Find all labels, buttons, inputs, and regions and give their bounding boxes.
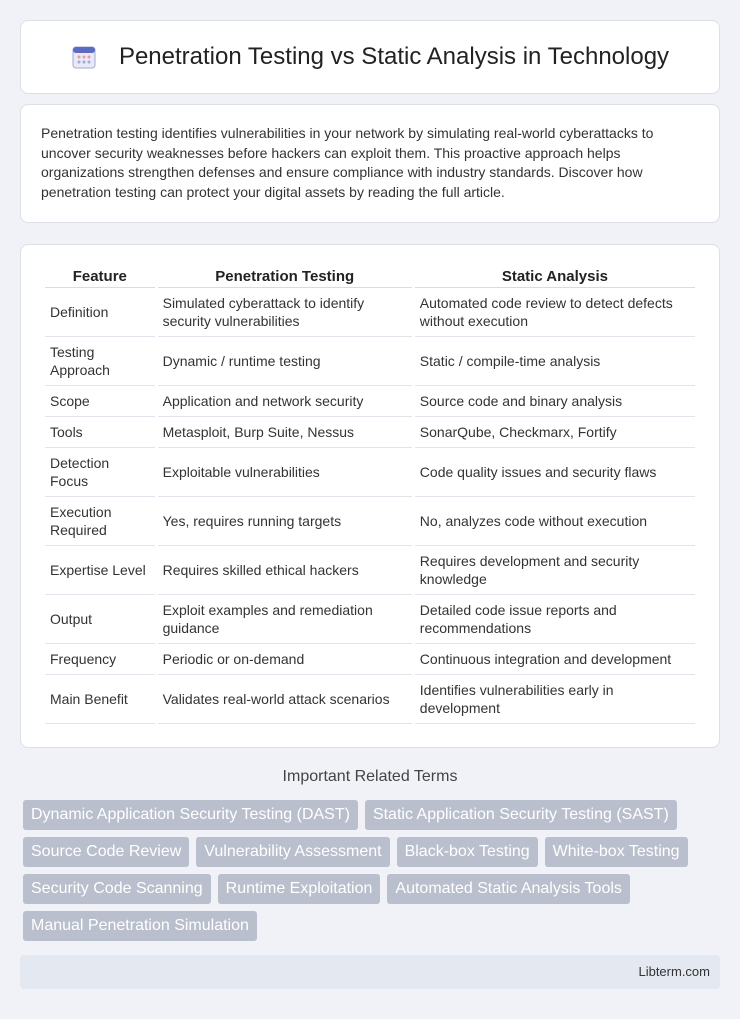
- intro-text: Penetration testing identifies vulnerabilities in your network by simulating real-world cyberattacks to uncover security weaknesses before hackers can exploit them. This proactive approach helps organizations strengthen defenses and ensure compliance with industry standards. Discover how penetration testing can protect your digital assets by reading the full article.: [41, 125, 654, 200]
- calendar-grid-icon: [71, 44, 97, 70]
- pentest-cell: Metasploit, Burp Suite, Nessus: [158, 417, 412, 448]
- static-cell: SonarQube, Checkmarx, Fortify: [415, 417, 695, 448]
- table-row: [45, 448, 695, 497]
- table-row: [45, 675, 695, 724]
- related-term-tag[interactable]: Manual Penetration Simulation: [23, 911, 257, 941]
- page-title: Penetration Testing vs Static Analysis in Technology: [118, 43, 670, 70]
- intro-card: [20, 104, 720, 223]
- static-cell: Continuous integration and development: [415, 644, 695, 675]
- static-cell: Static / compile-time analysis: [415, 337, 695, 386]
- feature-cell: Scope: [45, 386, 155, 417]
- related-term-tag[interactable]: Security Code Scanning: [23, 874, 211, 904]
- related-term-tag[interactable]: Automated Static Analysis Tools: [387, 874, 630, 904]
- table-row: [45, 546, 695, 595]
- table-row: [45, 417, 695, 448]
- pentest-cell: Application and network security: [158, 386, 412, 417]
- pentest-cell: Validates real-world attack scenarios: [158, 675, 412, 724]
- static-cell: Requires development and security knowledge: [415, 546, 695, 595]
- header-static-analysis: Static Analysis: [415, 265, 695, 288]
- header-penetration-testing: Penetration Testing: [158, 265, 412, 288]
- table-row: [45, 288, 695, 337]
- static-cell: Source code and binary analysis: [415, 386, 695, 417]
- related-term-tag[interactable]: Source Code Review: [23, 837, 189, 867]
- related-term-tag[interactable]: Dynamic Application Security Testing (DAST): [23, 800, 358, 830]
- pentest-cell: Exploit examples and remediation guidance: [158, 595, 412, 644]
- title-card: [20, 20, 720, 94]
- feature-cell: Detection Focus: [45, 448, 155, 497]
- pentest-cell: Exploitable vulnerabilities: [158, 448, 412, 497]
- feature-cell: Tools: [45, 417, 155, 448]
- table-row: [45, 386, 695, 417]
- table-row: [45, 595, 695, 644]
- related-term-tag[interactable]: Black-box Testing: [397, 837, 538, 867]
- static-cell: Detailed code issue reports and recommendations: [415, 595, 695, 644]
- table-row: [45, 497, 695, 546]
- static-cell: No, analyzes code without execution: [415, 497, 695, 546]
- static-cell: Code quality issues and security flaws: [415, 448, 695, 497]
- footer: [20, 955, 720, 989]
- pentest-cell: Requires skilled ethical hackers: [158, 546, 412, 595]
- feature-cell: Frequency: [45, 644, 155, 675]
- table-row: [45, 337, 695, 386]
- feature-cell: Expertise Level: [45, 546, 155, 595]
- feature-cell: Definition: [45, 288, 155, 337]
- related-terms-title: Important Related Terms: [282, 768, 458, 785]
- pentest-cell: Dynamic / runtime testing: [158, 337, 412, 386]
- comparison-table-card: [20, 244, 720, 748]
- feature-cell: Main Benefit: [45, 675, 155, 724]
- table-row: [45, 644, 695, 675]
- header-feature: Feature: [45, 265, 155, 288]
- related-term-tag[interactable]: Runtime Exploitation: [218, 874, 381, 904]
- related-term-tag[interactable]: White-box Testing: [545, 837, 688, 867]
- pentest-cell: Periodic or on-demand: [158, 644, 412, 675]
- related-term-tag[interactable]: Vulnerability Assessment: [196, 837, 389, 867]
- feature-cell: Execution Required: [45, 497, 155, 546]
- pentest-cell: Simulated cyberattack to identify security vulnerabilities: [158, 288, 412, 337]
- related-terms-list: [23, 800, 703, 941]
- static-cell: Identifies vulnerabilities early in development: [415, 675, 695, 724]
- footer-site-link[interactable]: Libterm.com: [638, 964, 710, 979]
- comparison-table: [42, 265, 698, 724]
- feature-cell: Testing Approach: [45, 337, 155, 386]
- feature-cell: Output: [45, 595, 155, 644]
- static-cell: Automated code review to detect defects without execution: [415, 288, 695, 337]
- related-term-tag[interactable]: Static Application Security Testing (SAST): [365, 800, 677, 830]
- pentest-cell: Yes, requires running targets: [158, 497, 412, 546]
